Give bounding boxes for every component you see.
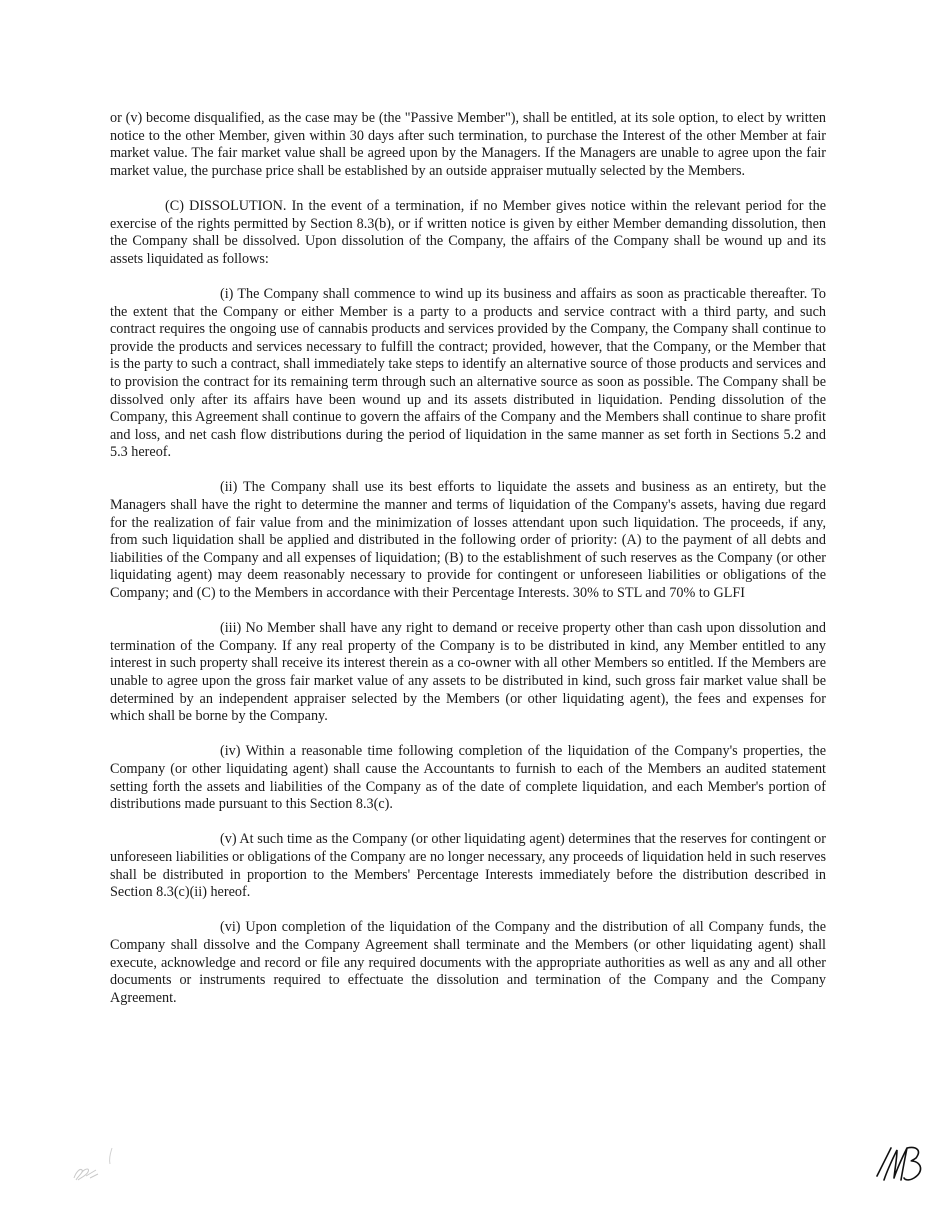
- paragraph-clause-ii: (ii) The Company shall use its best efforts to liquidate the assets and business as an entirety, but the Managers shall have the right to determine the manner and terms of liquidation of the Company's assets, having due regard for the realization of fair value from and the minimization of losses attendant upon such liquidation. The proceeds, if any, from such liquidation shall be applied and distributed in the following order of priority: (A) to the payment of all debts and liabilities of the Company and all expenses of liquidation; (B) to the establishment of such reserves as the Company (or other liquidating agent) may deem reasonably necessary to provide for contingent or unforeseen liabilities or obligations of the Company; and (C) to the Members in accordance with their Percentage Interests. 30% to STL and 70% to GLFI: [110, 479, 826, 602]
- paragraph-passive-member: or (v) become disqualified, as the case may be (the "Passive Member"), shall be entitled, at its sole option, to elect by written notice to the other Member, given within 30 days after such termination, to purchase the Interest of the other Member at fair market value. The fair market value shall be agreed upon by the Managers. If the Managers are unable to agree upon the fair market value, the purchase price shall be established by an outside appraiser mutually selected by the Members.: [110, 110, 826, 179]
- paragraph-clause-vi: (vi) Upon completion of the liquidation of the Company and the distribution of all Company funds, the Company shall dissolve and the Company Agreement shall terminate and the Members (or other liquidating agent) shall execute, acknowledge and record or file any required documents with the appropriate authorities as well as any and all other documents or instruments required to effectuate the dissolution and termination of the Company and the Company Agreement.: [110, 919, 826, 1006]
- handwritten-initials-right-icon: [874, 1140, 926, 1184]
- handwritten-initials-left-icon: [68, 1142, 118, 1187]
- paragraph-clause-v: (v) At such time as the Company (or other liquidating agent) determines that the reserves for contingent or unforeseen liabilities or obligations of the Company are no longer necessary, any proceeds of liquidation held in such reserves shall be distributed in proportion to the Members' Percentage Interests immediately before the distribution described in Section 8.3(c)(ii) hereof.: [110, 831, 826, 901]
- document-page: [110, 110, 826, 1025]
- paragraph-clause-iv: (iv) Within a reasonable time following completion of the liquidation of the Company's properties, the Company (or other liquidating agent) shall cause the Accountants to furnish to each of the Members an audited statement setting forth the assets and liabilities of the Company as of the date of complete liquidation, and each Member's portion of distributions made pursuant to this Section 8.3(c).: [110, 743, 826, 813]
- paragraph-section-c-dissolution: (C) DISSOLUTION. In the event of a termination, if no Member gives notice within the relevant period for the exercise of the rights permitted by Section 8.3(b), or if written notice is given by either Member demanding dissolution, then the Company shall be dissolved. Upon dissolution of the Company, the affairs of the Company shall be wound up and its assets liquidated as follows:: [110, 197, 826, 267]
- paragraph-clause-i: (i) The Company shall commence to wind up its business and affairs as soon as practicable thereafter. To the extent that the Company or either Member is a party to a products and service contract with a third party, and such contract requires the ongoing use of cannabis products and services provided by the Company, the Company shall continue to provide the products and services necessary to fulfill the contract; provided, however, that the Company, or the Member that is the party to such a contract, shall immediately take steps to identify an alternative source of those products and services and to provision the contract for its remaining term through such an alternative source as soon as possible. The Company shall be dissolved only after its affairs have been wound up and its assets distributed in liquidation. Pending dissolution of the Company, this Agreement shall continue to govern the affairs of the Company and the Members shall continue to share profit and loss, and net cash flow distributions during the period of liquidation in the same manner as set forth in Sections 5.2 and 5.3 hereof.: [110, 285, 826, 461]
- paragraph-clause-iii: (iii) No Member shall have any right to demand or receive property other than cash upon dissolution and termination of the Company. If any real property of the Company is to be distributed in kind, any Member entitled to any interest in such property shall receive its interest therein as a co-owner with all other Members so entitled. If the Members are unable to agree upon the gross fair market value of any assets to be distributed in kind, such gross fair market value shall be determined by an independent appraiser selected by the Members (or other liquidating agent), the fees and expenses for which shall be borne by the Company.: [110, 620, 826, 725]
